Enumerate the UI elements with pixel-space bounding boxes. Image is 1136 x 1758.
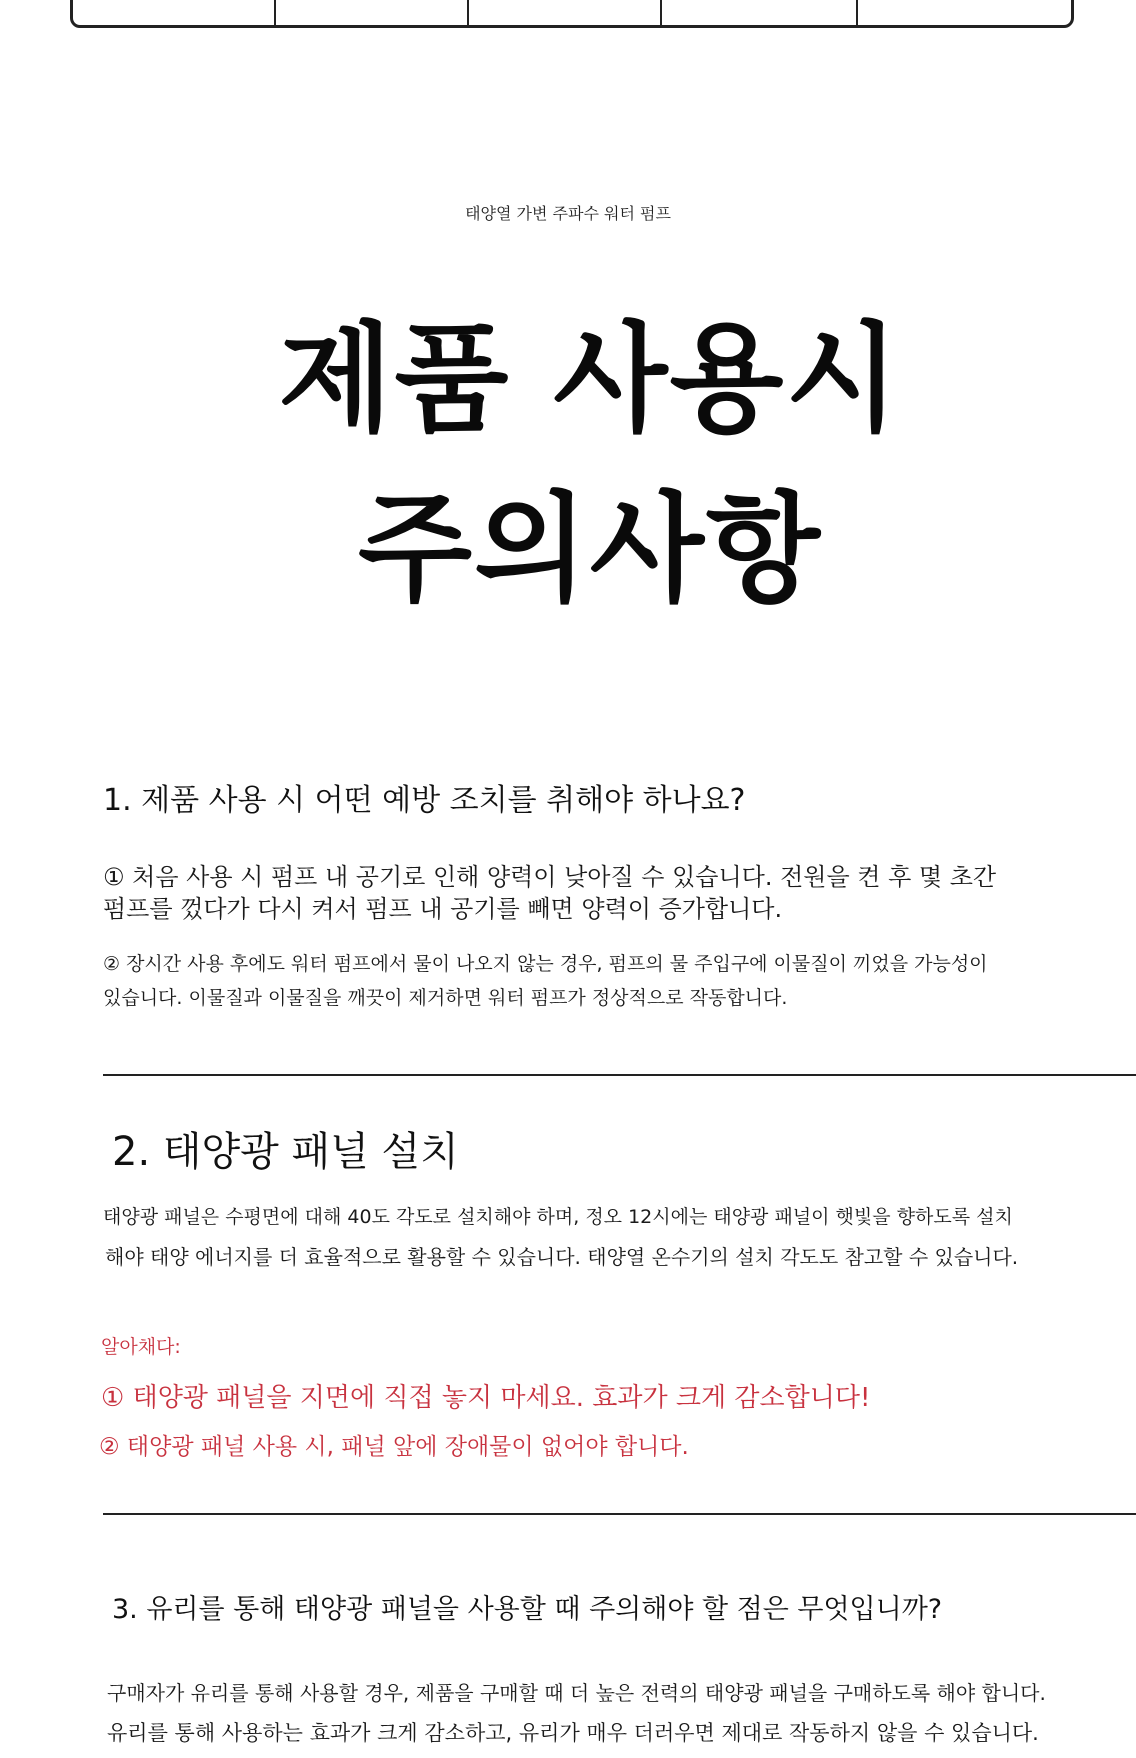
spec-cell bbox=[469, 0, 662, 25]
section2-body-line2: 해야 태양 에너지를 더 효율적으로 활용할 수 있습니다. 태양열 온수기의 설치 각도도 참고할 수 있습니다. bbox=[105, 1245, 1019, 1269]
section1-item2-line2: 있습니다. 이물질과 이물질을 깨끗이 제거하면 워터 펌프가 정상적으로 작동합니다. bbox=[103, 987, 788, 1009]
top-spec-table bbox=[70, 0, 1074, 28]
notice-item-1: ① 태양광 패널을 지면에 직접 놓지 마세요. 효과가 크게 감소합니다! bbox=[101, 1383, 871, 1413]
spec-cell bbox=[276, 0, 469, 25]
spec-cell bbox=[858, 0, 1071, 25]
notice-label: 알아채다: bbox=[101, 1336, 181, 1358]
section1-title: 1. 제품 사용 시 어떤 예방 조치를 취해야 하나요? bbox=[103, 783, 746, 818]
section1-item1-line2: 펌프를 껐다가 다시 켜서 펌프 내 공기를 빼면 양력이 증가합니다. bbox=[103, 895, 783, 923]
section3-body-line1: 구매자가 유리를 통해 사용할 경우, 제품을 구매할 때 더 높은 전력의 태양광 패널을 구매하도록 해야 합니다. bbox=[107, 1681, 1046, 1705]
section3-body-line2: 유리를 통해 사용하는 효과가 크게 감소하고, 유리가 매우 더러우면 제대로 작동하지 않을 수 있습니다. bbox=[107, 1721, 1039, 1745]
section2-title: 2. 태양광 패널 설치 bbox=[112, 1129, 459, 1175]
page-title-line2: 주의사항 bbox=[358, 480, 822, 618]
notice-item-2: ② 태양광 패널 사용 시, 패널 앞에 장애물이 없어야 합니다. bbox=[99, 1434, 689, 1460]
section1-item1-line1: ① 처음 사용 시 펌프 내 공기로 인해 양력이 낮아질 수 있습니다. 전원을 켠 후 몇 초간 bbox=[103, 863, 997, 891]
section-divider bbox=[103, 1513, 1136, 1515]
section2-body-line1: 태양광 패널은 수평면에 대해 40도 각도로 설치해야 하며, 정오 12시에는 태양광 패널이 햇빛을 향하도록 설치 bbox=[103, 1206, 1013, 1228]
section-divider bbox=[103, 1074, 1136, 1076]
section3-title: 3. 유리를 통해 태양광 패널을 사용할 때 주의해야 할 점은 무엇입니까? bbox=[112, 1594, 943, 1625]
page-title-line1: 제품 사용시 bbox=[278, 310, 902, 448]
product-subtitle: 태양열 가변 주파수 워터 펌프 bbox=[465, 204, 671, 223]
spec-cell bbox=[662, 0, 858, 25]
section1-item2-line1: ② 장시간 사용 후에도 워터 펌프에서 물이 나오지 않는 경우, 펌프의 물 주입구에 이물질이 끼었을 가능성이 bbox=[103, 953, 988, 975]
spec-cell bbox=[73, 0, 276, 25]
